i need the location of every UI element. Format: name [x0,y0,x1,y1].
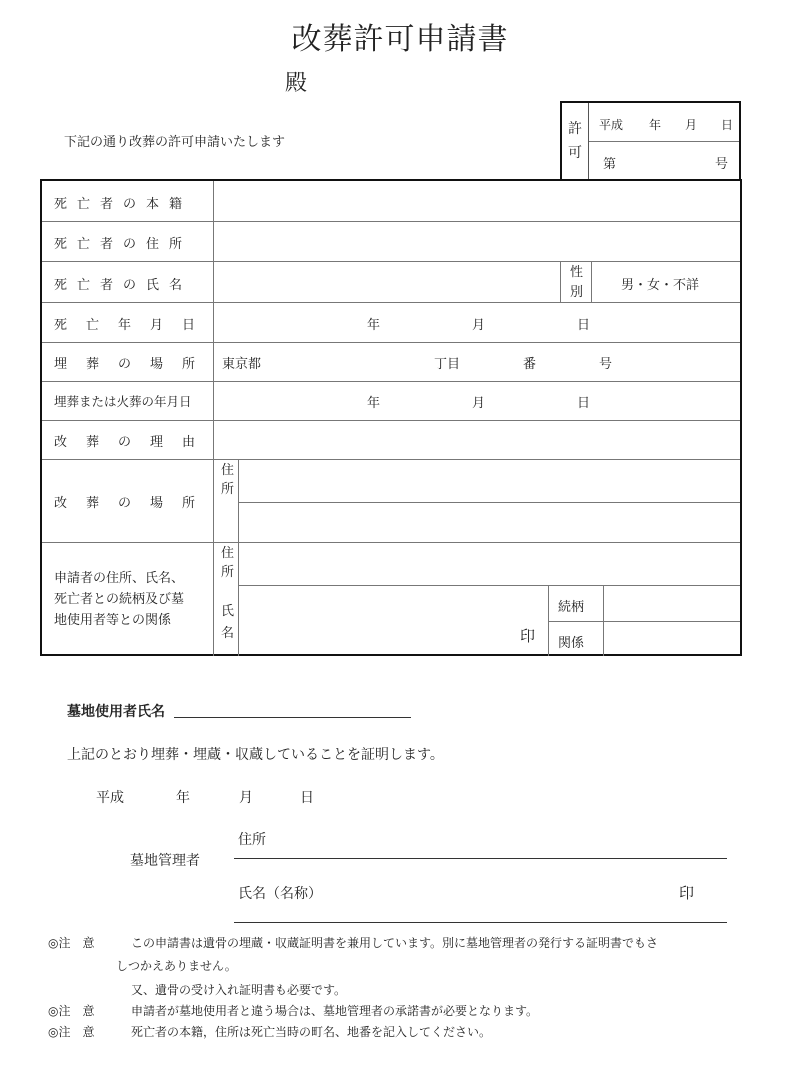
manager-label: 墓地管理者 [130,853,200,869]
sex-label [570,263,583,303]
death-day: 日 [577,318,591,333]
new-place-input-2[interactable] [214,503,742,541]
sex-label-bottom: 別 [570,285,584,300]
permit-month: 月 [685,118,698,132]
cert-month: 月 [239,790,253,806]
applicant-line-3: 地使用者等との関係 [54,613,172,628]
permit-day: 日 [721,118,734,132]
applicant-address-input[interactable] [239,543,742,584]
permit-dai: 第 [603,157,617,172]
new-place-jusho-top: 住 [221,463,235,478]
permit-label-top: 許 [568,121,582,137]
certify-text: 上記のとおり埋葬・埋蔵・収蔵していることを証明します。 [67,747,444,763]
applicant-shimei-bottom: 名 [221,626,235,641]
manager-seal: 印 [679,884,695,902]
cert-day: 日 [300,790,314,806]
sex-options[interactable]: 男・女・不詳 [621,278,700,293]
address-input[interactable] [214,222,742,260]
applicant-line-1: 申請者の住所、氏名、 [54,571,185,586]
label-honseki: 死亡者の本籍 [54,197,193,212]
zokugara-input[interactable] [604,586,742,620]
death-month: 月 [472,318,486,333]
label-address: 死亡者の住所 [54,237,193,252]
label-burial-date: 埋葬または火葬の年月日 [54,394,192,409]
applicant-seal: 印 [520,627,536,645]
sex-label-top: 性 [570,265,584,280]
note-2-text: 又、遺骨の受け入れ証明書も必要です。 [131,983,347,997]
cert-era: 平成 [96,790,124,806]
applicant-jusho-bottom: 所 [221,565,235,580]
manager-name-label: 氏名（名称） [238,886,322,902]
permit-era: 平成 [599,118,624,132]
label-burial-place: 埋葬の場所 [54,357,215,372]
label-name: 死亡者の氏名 [54,278,193,293]
note-3-text: 申請者が墓地使用者と違う場合は、墓地管理者の承諾書が必要となります。 [131,1004,539,1018]
burial-month: 月 [472,396,486,411]
zokugara-label: 続柄 [558,600,585,615]
label-reason: 改葬の理由 [54,435,215,450]
permit-label-bottom: 可 [568,145,582,161]
burial-ban: 番 [523,357,537,372]
new-place-jusho [221,461,234,499]
note-3-mark: ◎注 意 [48,1004,95,1018]
permit-box [560,101,741,181]
note-4-mark: ◎注 意 [48,1025,95,1039]
applicant-shimei [221,601,234,645]
applicant-jusho [221,544,234,582]
permit-label [562,103,589,179]
kankei-input[interactable] [604,622,742,654]
new-place-input-1[interactable] [239,460,742,501]
addressee-suffix: 殿 [285,71,308,96]
applicant-name-input[interactable] [239,586,547,654]
holder-label: 墓地使用者氏名 [67,704,165,720]
applicant-shimei-top: 氏 [221,604,235,619]
burial-chome: 丁目 [434,357,461,372]
label-death-date: 死亡年月日 [54,318,215,333]
permit-year: 年 [649,118,662,132]
label-new-place: 改葬の場所 [54,496,215,511]
note-1-mark: ◎注 意 [48,936,95,950]
permit-number-row[interactable] [589,141,739,179]
burial-day: 日 [577,396,591,411]
manager-address-label: 住所 [238,832,266,848]
note-1-text: この申請書は遺骨の埋蔵・収蔵証明書を兼用しています。別に墓地管理者の発行する証明書でもさ [131,936,659,950]
permit-go: 号 [715,157,729,172]
burial-go: 号 [599,357,613,372]
kankei-label: 関係 [558,636,585,651]
applicant-jusho-top: 住 [221,546,235,561]
applicant-line-2: 死亡者との続柄及び墓 [54,592,185,607]
permit-date-row[interactable] [589,103,739,142]
manager-name-line[interactable] [234,922,727,923]
holder-name-line[interactable] [174,717,411,718]
burial-year: 年 [367,396,381,411]
note-1-cont: しつかえありません。 [116,959,237,973]
cert-year: 年 [176,790,190,806]
new-place-jusho-bottom: 所 [221,482,235,497]
reason-input[interactable] [214,421,742,458]
label-applicant [54,568,184,631]
manager-address-line[interactable] [234,858,727,859]
name-input[interactable] [214,262,559,301]
form-title: 改葬許可申請書 [291,22,509,57]
note-4-text: 死亡者の本籍，住所は死亡当時の町名、地番を記入してください。 [131,1025,492,1039]
burial-place-value[interactable]: 東京都 [222,357,262,372]
application-table [40,179,742,656]
death-year: 年 [367,318,381,333]
intro-text: 下記の通り改葬の許可申請いたします [64,135,286,150]
honseki-input[interactable] [214,182,742,220]
